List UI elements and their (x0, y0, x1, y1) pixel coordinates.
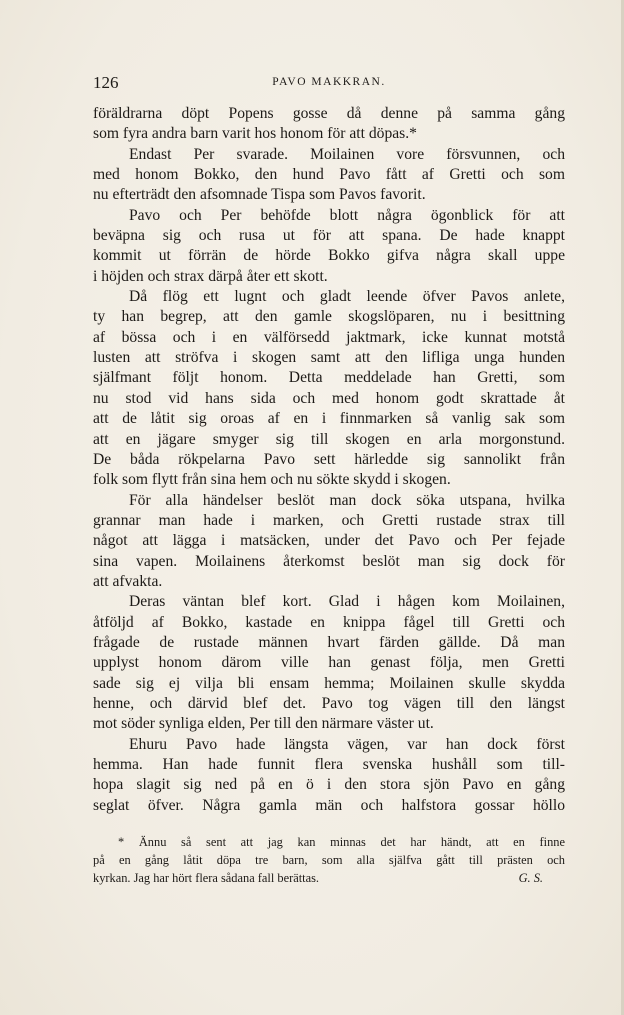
text-line: föräldrarna döpt Popens gosse då denne på samma gång (93, 105, 565, 122)
footnote-signature: G. S. (518, 871, 543, 885)
text-line: af bössa och i en välförsedd jaktmark, icke kunnat motstå (93, 328, 565, 346)
text-line: folk som flytt från sina hem och nu sökte skydd i skogen. (93, 471, 451, 489)
text-line: seglat öfver. Några gamla män och halfstora gossar höllo (93, 796, 565, 814)
text-line: något att lägga i matsäcken, under det Pavo och Per fejade (93, 532, 565, 550)
running-head: PAVO MAKKRAN. (272, 76, 386, 88)
text-line: grannar man hade i marken, och Gretti rustade strax till (93, 511, 565, 529)
text-line: upplyst honom därom ville han genast följa, men Gretti (93, 654, 565, 672)
footnote-line: på en gång låtit döpa tre barn, som alla själfva gått till prästen och (93, 853, 565, 867)
footnote (93, 833, 565, 887)
text-line: att en jägare smyger sig till skogen en arla morgonstund. (93, 430, 565, 448)
text-line: nu efterträdt den afsomnade Tispa som Pavos favorit. (93, 186, 426, 204)
text-line: att de låtit sig oroas af en i finnmarken så vanlig sak som (93, 410, 565, 428)
text-line: hopa slagit sig ned på en ö i den stora sjön Pavo en gång (93, 776, 565, 794)
footnote-line: * Ännu så sent att jag kan minnas det har händt, att en finne (118, 835, 565, 849)
text-line: med honom Bokko, den hund Pavo fått af Gretti och som (93, 166, 565, 184)
text-line: Då flög ett lugnt och gladt leende öfver Pavos anlete, (129, 288, 565, 306)
page-number: 126 (93, 73, 119, 92)
text-line: själfmant följt honom. Detta meddelade han Gretti, som (93, 369, 565, 387)
page-header (93, 73, 565, 95)
text-line: Deras väntan blef kort. Glad i hågen kom Moilainen, (129, 593, 565, 611)
text-line: beväpna sig och rusa ut för att spana. De hade knappt (93, 227, 565, 245)
text-line: kommit ut förrän de hörde Bokko gifva några skall uppe (93, 247, 565, 265)
text-line: sade sig ej vilja bli ensam hemma; Moilainen skulle skydda (93, 674, 565, 692)
footnote-line-text: kyrkan. Jag har hört flera sådana fall berättas. (93, 871, 320, 885)
text-line: sina vapen. Moilainens återkomst beslöt man sig dock för (93, 552, 565, 570)
footnote-line-last (93, 869, 565, 887)
text-line: nu stod vid hans sida och med honom godt skrattade åt (93, 389, 565, 407)
text-line: i höjden och strax därpå åter ett skott. (93, 267, 328, 285)
text-line: Pavo och Per behöfde blott några ögonblick för att (129, 206, 565, 224)
text-line: hemma. Han hade funnit flera svenska hushåll som till- (93, 756, 565, 773)
text-line: henne, och därvid blef det. Pavo tog vägen till den längst (93, 694, 565, 712)
text-line: Endast Per svarade. Moilainen vore försvunnen, och (129, 145, 565, 163)
text-line: att afvakta. (93, 572, 163, 590)
text-line: lusten att ströfva i skogen samt att den lifliga unga hunden (93, 349, 565, 367)
text-line: De båda rökpelarna Pavo sett härledde sig sannolikt från (93, 450, 565, 468)
body-text (93, 104, 565, 816)
text-line: ty han begrep, att den gamle skogslöparen, nu i besittning (93, 308, 565, 326)
text-line: åtföljd af Bokko, kastade en knippa fågel till Gretti och (93, 613, 565, 631)
text-line: Ehuru Pavo hade längsta vägen, var han dock först (129, 735, 565, 753)
text-line: som fyra andra barn varit hos honom för att döpas.* (93, 125, 417, 143)
text-line: mot söder synliga elden, Per till den närmare väster ut. (93, 715, 434, 733)
text-line: För alla händelser beslöt man dock söka utspana, hvilka (129, 491, 565, 509)
text-line: frågade de rustade männen hvart färden gällde. Då man (93, 633, 565, 651)
